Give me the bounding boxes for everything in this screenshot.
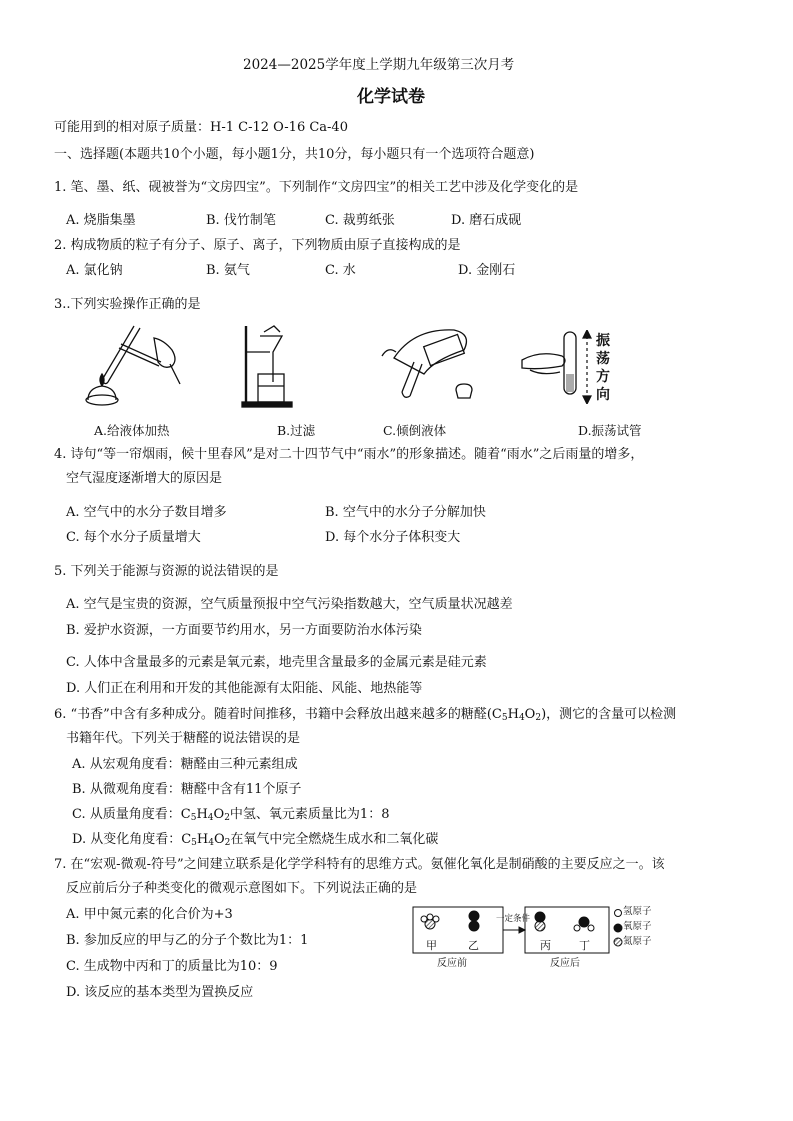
label-ding: 丁 bbox=[579, 939, 590, 952]
q7-option-b[interactable]: B. 参加反应的甲与乙的分子个数比为1：1 bbox=[66, 933, 309, 948]
q5-option-b[interactable]: B. 爱护水资源，一方面要节约用水，另一方面要防治水体污染 bbox=[66, 623, 422, 638]
q3-caption-a[interactable]: A.给液体加热 bbox=[94, 423, 170, 438]
section-heading: 一、选择题(本题共10个小题，每小题1分，共10分，每小题只有一个选项符合题意) bbox=[54, 147, 535, 162]
q2-stem: 2. 构成物质的粒子有分子、原子、离子，下列物质由原子直接构成的是 bbox=[54, 238, 461, 253]
q6-d-text-end: 在氧气中完全燃烧生成水和二氧化碳 bbox=[230, 832, 439, 847]
label-before: 反应前 bbox=[437, 958, 467, 969]
q6-option-b[interactable]: B. 从微观角度看：糖醛中含有11个原子 bbox=[72, 782, 302, 797]
q6-stem-line2: 书籍年代。下列关于糖醛的说法错误的是 bbox=[66, 731, 301, 746]
shake-label-3: 方 bbox=[596, 369, 610, 385]
q6-stem-text: 6. “书香”中含有多种成分。随着时间推移，书籍中会释放出越来越多的糖醛(C bbox=[54, 707, 502, 722]
q5-stem: 5. 下列关于能源与资源的说法错误的是 bbox=[54, 564, 279, 579]
q7-option-d[interactable]: D. 该反应的基本类型为置换反应 bbox=[66, 985, 254, 1000]
q5-option-a[interactable]: A. 空气是宝贵的资源，空气质量预报中空气污染指数越大，空气质量状况越差 bbox=[66, 597, 513, 612]
subscript: 2 bbox=[224, 813, 230, 823]
subscript: 5 bbox=[191, 838, 197, 848]
q4-option-b[interactable]: B. 空气中的水分子分解加快 bbox=[325, 505, 486, 520]
q4-stem-line2: 空气湿度逐渐增大的原因是 bbox=[66, 471, 223, 486]
q1-option-c[interactable]: C. 裁剪纸张 bbox=[325, 213, 395, 228]
element-symbol: H bbox=[196, 832, 209, 847]
shake-label-4: 向 bbox=[596, 387, 610, 403]
exam-header: 2024—2025学年度上学期九年级第三次月考 bbox=[243, 57, 515, 73]
q6-option-c[interactable] bbox=[72, 807, 389, 826]
q2-option-d[interactable]: D. 金刚石 bbox=[458, 263, 516, 278]
subscript: 4 bbox=[208, 838, 214, 848]
atomic-masses: 可能用到的相对原子质量：H-1 C-12 O-16 Ca-40 bbox=[54, 120, 348, 135]
q2-option-a[interactable]: A. 氯化钠 bbox=[66, 263, 123, 278]
q1-option-b[interactable]: B. 伐竹制笔 bbox=[206, 213, 276, 228]
shake-label-1: 振 bbox=[596, 333, 610, 349]
q7-option-c[interactable]: C. 生成物中丙和丁的质量比为10：9 bbox=[66, 959, 278, 974]
q4-stem-line1: 4. 诗句“等一帘烟雨，候十里春风”是对二十四节气中“雨水”的形象描述。随着“雨水”之后雨量的增多， bbox=[54, 447, 644, 462]
q1-option-d[interactable]: D. 磨石成砚 bbox=[451, 213, 522, 228]
legend-hydrogen: 氢原子 bbox=[623, 906, 652, 917]
shaking-tube-illustration bbox=[520, 330, 590, 410]
q4-option-c[interactable]: C. 每个水分子质量增大 bbox=[66, 530, 201, 545]
q7-option-a[interactable]: A. 甲中氮元素的化合价为+3 bbox=[66, 907, 233, 922]
label-after: 反应后 bbox=[550, 958, 580, 969]
subscript: 2 bbox=[535, 713, 542, 723]
q7-stem-line1: 7. 在“宏观-微观-符号”之间建立联系是化学学科特有的思维方式。氨催化氧化是制硝酸的主要反应之一。该 bbox=[54, 857, 665, 872]
label-jia: 甲 bbox=[426, 939, 437, 952]
page-title: 化学试卷 bbox=[357, 87, 425, 107]
legend-oxygen: 氧原子 bbox=[623, 921, 652, 932]
q5-option-c[interactable]: C. 人体中含量最多的元素是氧元素，地壳里含量最多的金属元素是硅元素 bbox=[66, 655, 487, 670]
element-symbol: O bbox=[524, 707, 536, 722]
shake-label-2: 荡 bbox=[596, 351, 610, 367]
subscript: 5 bbox=[190, 813, 197, 823]
label-yi: 乙 bbox=[468, 939, 479, 952]
subscript: 5 bbox=[501, 713, 508, 723]
q3-caption-c[interactable]: C.倾倒液体 bbox=[383, 423, 447, 438]
q7-stem-line2: 反应前后分子种类变化的微观示意图如下。下列说法正确的是 bbox=[66, 881, 418, 896]
q3-caption-d[interactable]: D.振荡试管 bbox=[578, 423, 642, 438]
element-symbol: H bbox=[507, 707, 519, 722]
q3-caption-b[interactable]: B.过滤 bbox=[277, 423, 316, 438]
q5-option-d[interactable]: D. 人们正在利用和开发的其他能源有太阳能、风能、地热能等 bbox=[66, 681, 423, 696]
q6-stem-text-end: )，测它的含量可以检测 bbox=[541, 707, 677, 722]
subscript: 2 bbox=[224, 838, 231, 848]
q4-option-d[interactable]: D. 每个水分子体积变大 bbox=[325, 530, 461, 545]
q3-stem: 3..下列实验操作正确的是 bbox=[54, 297, 201, 312]
element-symbol: O bbox=[213, 832, 225, 847]
q6-c-text-end: 中氢、氧元素质量比为1：8 bbox=[229, 807, 390, 822]
q4-option-a[interactable]: A. 空气中的水分子数目增多 bbox=[66, 505, 227, 520]
q6-stem-line1 bbox=[54, 707, 676, 726]
subscript: 4 bbox=[518, 713, 525, 723]
element-symbol: H bbox=[196, 807, 208, 822]
heating-liquid-illustration bbox=[74, 318, 184, 408]
shake-direction-arrow bbox=[582, 330, 596, 404]
q6-option-a[interactable]: A. 从宏观角度看：糖醛由三种元素组成 bbox=[72, 757, 298, 772]
element-symbol: O bbox=[213, 807, 225, 822]
q6-c-text: C. 从质量角度看：C bbox=[72, 807, 191, 822]
q2-option-c[interactable]: C. 水 bbox=[325, 263, 356, 278]
q6-option-d[interactable] bbox=[72, 832, 438, 851]
q1-option-a[interactable]: A. 烧脂集墨 bbox=[66, 213, 136, 228]
label-bing: 丙 bbox=[540, 939, 551, 952]
q2-option-b[interactable]: B. 氨气 bbox=[206, 263, 250, 278]
legend-nitrogen: 氮原子 bbox=[623, 936, 652, 947]
q1-stem: 1. 笔、墨、纸、砚被誉为“文房四宝”。下列制作“文房四宝”的相关工艺中涉及化学变化的是 bbox=[54, 180, 579, 195]
filtration-illustration bbox=[236, 322, 306, 412]
pouring-liquid-illustration bbox=[376, 318, 476, 410]
subscript: 4 bbox=[207, 813, 214, 823]
reaction-condition: 一定条件 bbox=[496, 914, 531, 924]
q6-d-text: D. 从变化角度看：C bbox=[72, 832, 192, 847]
